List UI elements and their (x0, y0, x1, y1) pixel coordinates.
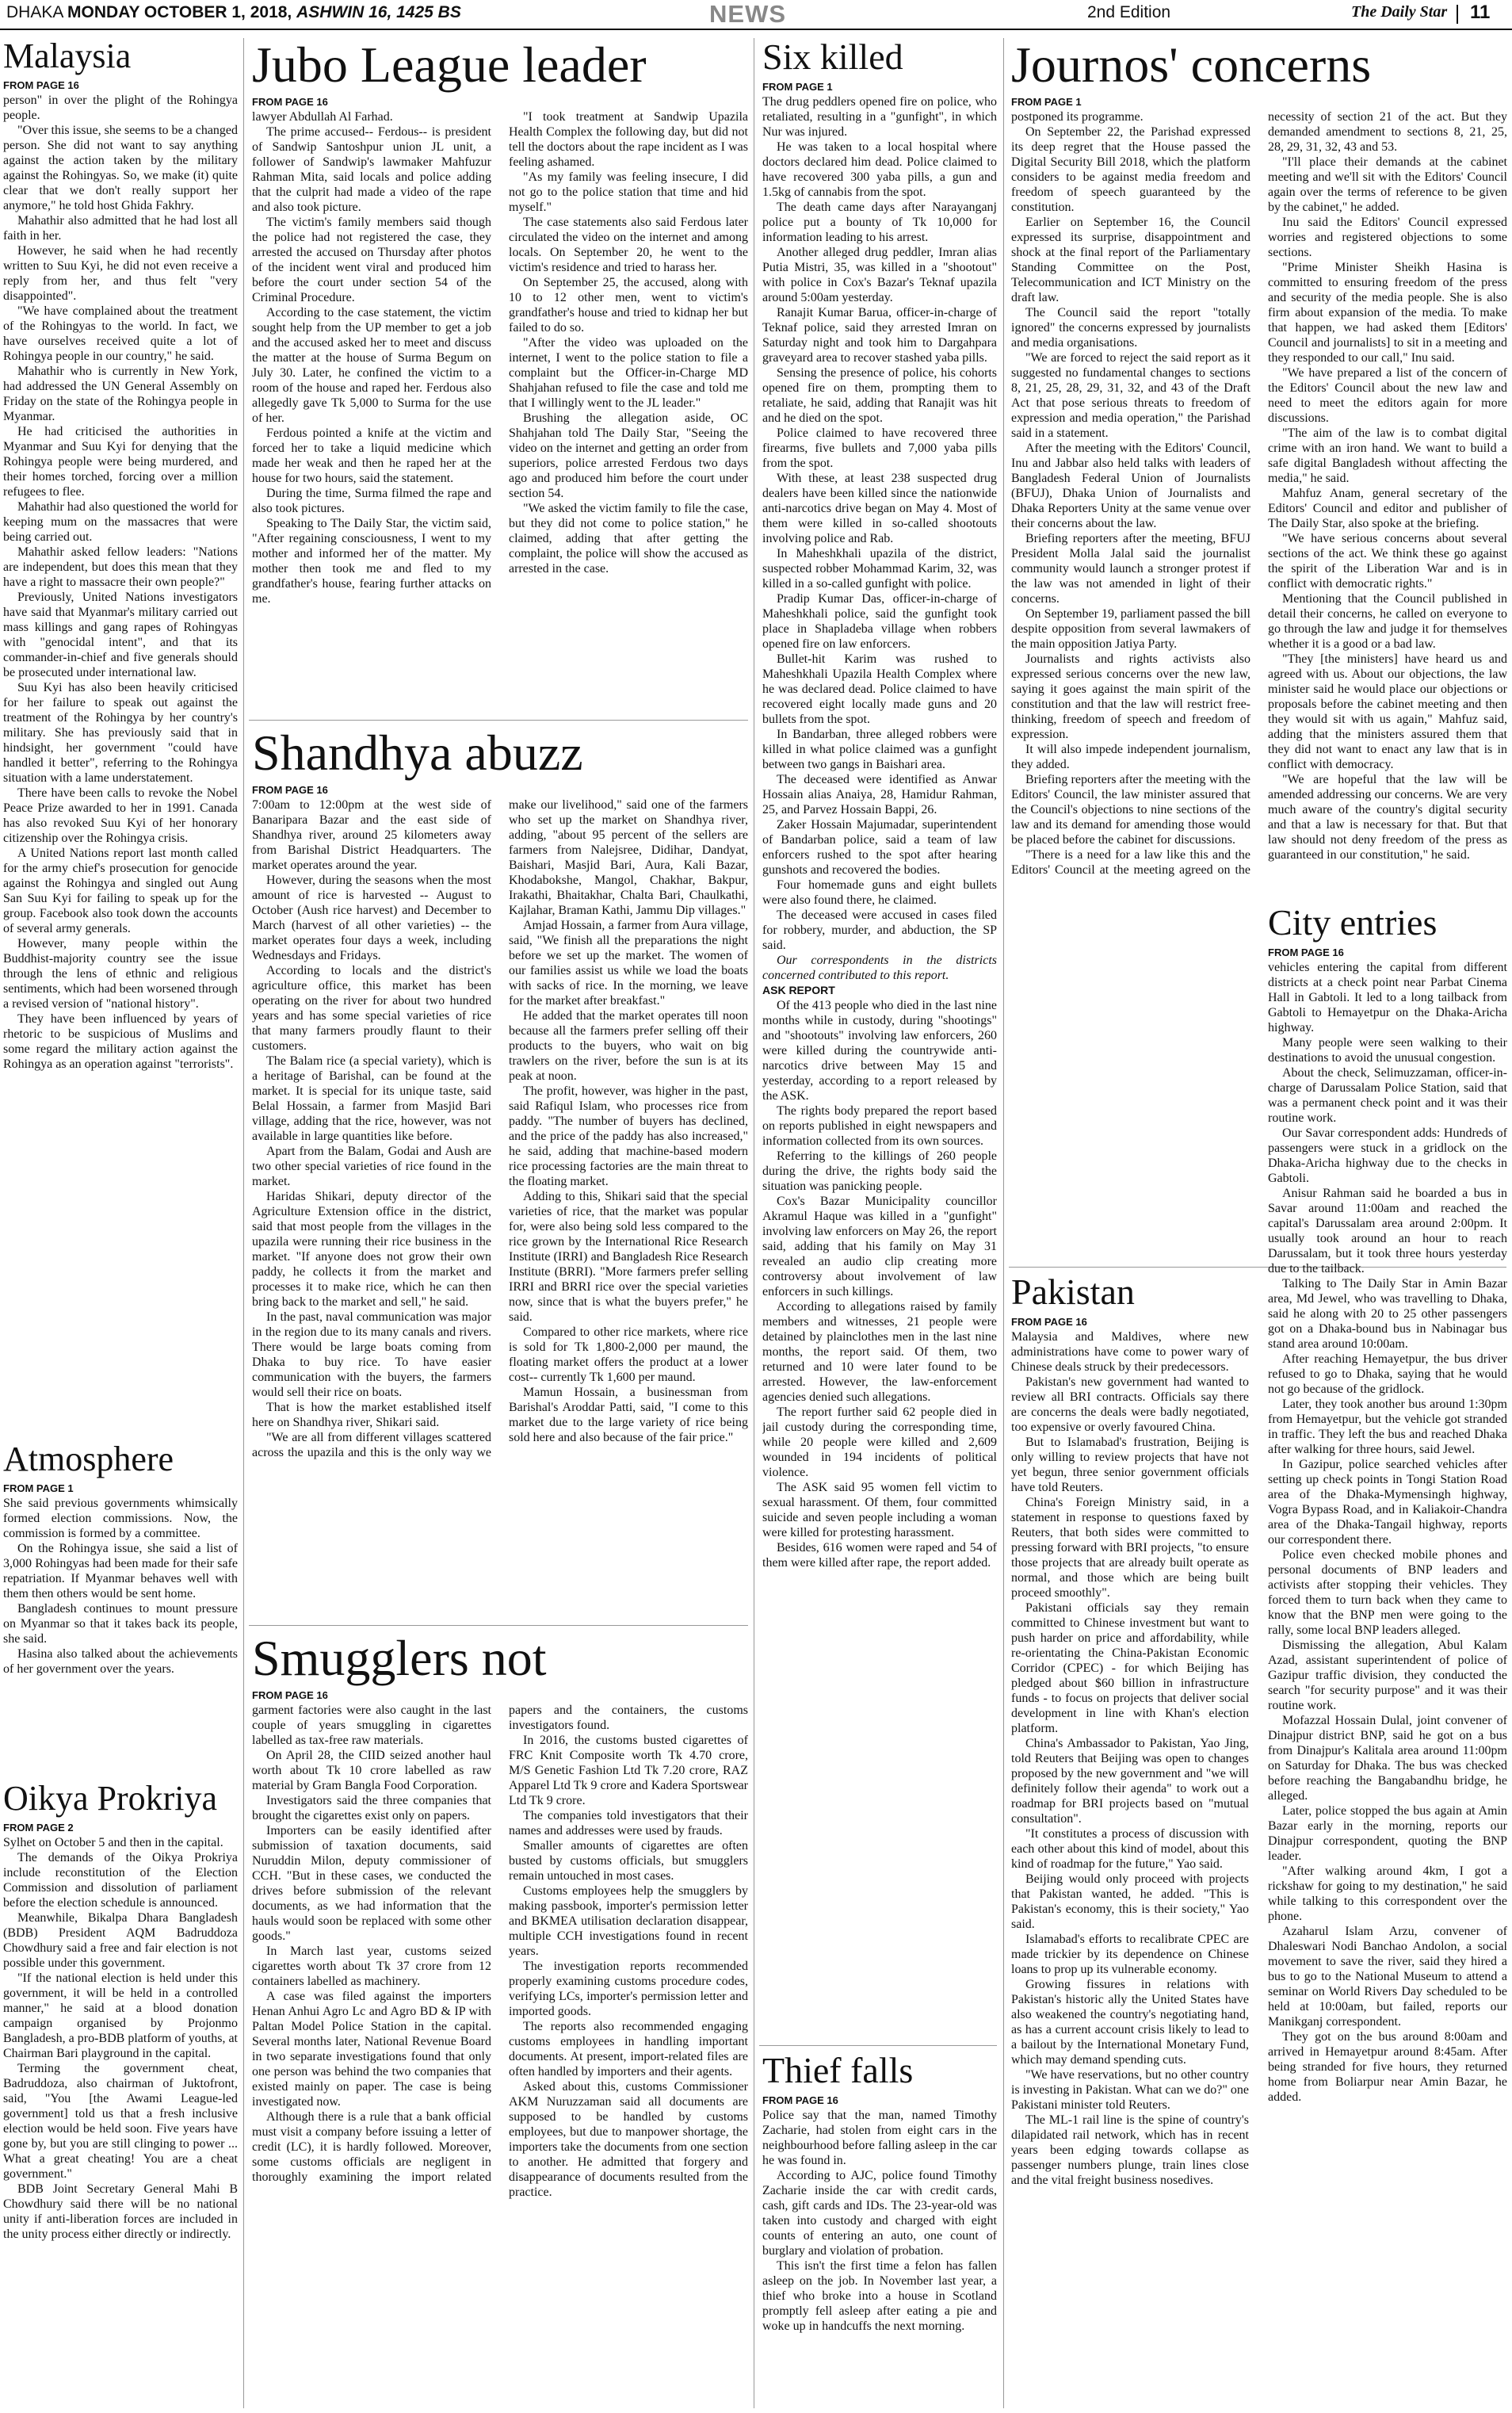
article-body (3, 1835, 238, 2242)
paragraph: But to Islamabad's frustration, Beijing is only willing to review projects that have not yet begun, three senior government officials have told Reuters. (1011, 1436, 1249, 1495)
paragraph: Mahathir who is currently in New York, had addressed the UN General Assembly on Friday on the state of the Rohingya people in Myanmar. (3, 365, 238, 424)
headline: Six killed (762, 38, 903, 77)
paragraph: They got on the bus around 8:00am and arrived in Hemayetpur around 8:45am. After being stranded for five hours, they returned home from Boliarpur near Amin Bazar, he added. (1268, 2030, 1507, 2105)
paragraph: Growing fissures in relations with Pakistan's historic ally the United States have also weakened the country's negotiating hand, as has a current account crisis likely to lead to a bailout by the International Monetary Fund, which may demand spending cuts. (1011, 1978, 1249, 2067)
paragraph: However, he said when he had recently written to Suu Kyi, he did not even receive a reply from her, and thus felt "very disappointed". (3, 244, 238, 304)
paragraph: Later, police stopped the bus again at Amin Bazar early in the morning, reports our Dinajpur correspondent, quoting the BNP leader. (1268, 1804, 1507, 1864)
paragraph: 7:00am to 12:00pm at the west side of Banaripara Bazar and the east side of Shandhya river, around 25 kilometers away from Barishal District Headquarters. The market operates around the year. (252, 798, 491, 873)
dateline (6, 3, 461, 22)
article-body (252, 1703, 748, 2408)
headline: Oikya Prokriya (3, 1780, 218, 1818)
paragraph: This isn't the first time a felon has fallen asleep on the job. In November last year, a thief who broke into a house in Scotland promptly fell asleep after eating a pie and woke up in handcuffs the next morning. (762, 2259, 997, 2334)
article-shandhya-abuzz (252, 726, 748, 1620)
paragraph: The Council said the report "totally ignored" the concerns expressed by journalists and media organisations. (1011, 306, 1250, 350)
paragraph: He had criticised the authorities in Myanmar and Suu Kyi for denying that the Rohingya people were being murdered, and their homes torched, forcing over a million refugees to flee. (3, 425, 238, 499)
paragraph: Haridas Shikari, deputy director of the Agriculture Extension office in the district, said that most people from the villages in the upazila were running their rice business in the market. "If anyone does not grow their own paddy, he collects it from the market and processes it to make rice, which he can then bring back to the market and sell," he said. (252, 1190, 491, 1310)
paragraph: After reaching Hemayetpur, the bus driver refused to go to Dhaka, saying that he would not go because of the gridlock. (1268, 1352, 1507, 1397)
paragraph: Mofazzal Hossain Dulal, joint convener of Dinajpur district BNP, said he got on a bus from Dinajpur's Kalitala area around 11:00pm on Saturday for Dhaka. The bus was checked before reaching the Bangabandhu bridge, he alleged. (1268, 1714, 1507, 1803)
paragraph: lawyer Abdullah Al Farhad. (252, 110, 393, 124)
paragraph: In Gazipur, police searched vehicles after setting up check points in Tongi Station Road area of the Dhaka-Mymensingh highway, Vogra Bypass Road, and in Kaliakoir-Chandra area of the Dhaka-Tangail highway, reports our correspondent there. (1268, 1458, 1507, 1547)
paragraph: Besides, 616 women were raped and 54 of them were killed after rape, the report added. (762, 1541, 997, 1570)
article-jubo-league-leader (252, 38, 748, 715)
paragraph: There have been calls to revoke the Nobel Peace Prize awarded to her in 1991. Canada has also revoked Suu Kyi of her honorary citizenship over the Rohingya crisis. (3, 786, 238, 846)
paragraph: In the past, naval communication was major in the region due to its many canals and rivers. There would be large boats coming from Dhaka to buy rice. To have easier communication with the buyers, the farmers would sell their rice on boats. (252, 1310, 491, 1400)
article-body (1011, 1329, 1249, 2188)
paragraph: "I took treatment at Sandwip Upazila Health Complex the following day, but did not tell the doctors about the rape incident as I was feeling ashamed. (509, 110, 748, 170)
paragraph: "It constitutes a process of discussion with each other about this kind of model, about this kind of roadmap for the future," Yao said. (1011, 1827, 1249, 1872)
page-number: 11 (1470, 2, 1491, 23)
article-oikya-prokriya (3, 1780, 238, 2410)
headline: City entries (1268, 904, 1438, 943)
paragraph: Smaller amounts of cigarettes are often busted by customs officials, but smugglers remain untouched in most cases. (509, 1839, 748, 1883)
paragraph: Police say that the man, named Timothy Zacharie, had stolen from eight cars in the neighbourhood before falling asleep in the car he was found in. (762, 2109, 997, 2168)
paragraph: China's Ambassador to Pakistan, Yao Jing, told Reuters that Beijing was open to changes proposed by the new government and "we will definitely follow their agenda" to work out a roadmap for BRI projects based on "mutual consultation". (1011, 1737, 1249, 1826)
paragraph: "There is a need for a law like this and the Editors' Council at the meeting agreed on the necessity of section 21 of the act. But they demanded amendment to sections 8, 21, 25, 28, 29, 31, 32, 43 and 53. (1011, 110, 1507, 878)
paragraph: Journalists and rights activists also expressed serious concerns over the new law, saying it goes against the main spirit of the constitution and that the law will restrict free-thinking, freedom of speech and freedom of expression. (1011, 652, 1250, 742)
paragraph: The companies told investigators that their names and addresses were used by frauds. (509, 1809, 748, 1838)
article-body (252, 109, 748, 712)
paragraph: Meanwhile, Bikalpa Dhara Bangladesh (BDB) President AQM Badruddoza Chowdhury said a free and fair election is not possible under this government. (3, 1911, 238, 1971)
paragraph: Briefing reporters after the meeting with the Editors' Council, the law minister assured that the Council's objections to nine sections of the law and its demand for amending those would be placed before the cabinet for discussions. (1011, 773, 1250, 847)
paragraph: Mahathir also admitted that he had lost all faith in her. (3, 214, 238, 243)
paragraph: Although there is a rule that a bank official must visit a company before issuing a letter of credit (LC), it is hardly followed. Moreover, some customs officials are negligent in thoroughly examining the import related papers and the containers, the customs investigators found. (252, 1704, 748, 2185)
paragraph: China's Foreign Ministry said, in a statement in response to questions faxed by Reuters, that both sides were committed to pressing forward with BRI projects, "to ensure those projects that are already built operate as normal, and those which are being built proceed smoothly". (1011, 1496, 1249, 1600)
paragraph: Sensing the presence of police, his cohorts opened fire on them, prompting them to retaliate, he said, adding that Ranajit was hit and he died on the spot. (762, 366, 997, 426)
paragraph: "We asked the victim family to file the case, but they did not come to police station," he claimed, adding that after getting the complaint, the police will show the accused as arrested in the case. (509, 502, 748, 576)
paragraph: Suu Kyi has also been heavily criticised for her failure to speak out against the treatment of the Rohingya by her country's military. She has previously said that in hindsight, her government "could have handled it better", referring to the Rohingya situation with a lame understatement. (3, 681, 238, 786)
headline: Journos' concerns (1011, 38, 1372, 93)
headline: Smugglers not (252, 1631, 547, 1686)
paragraph: Earlier on September 16, the Council expressed its surprise, disappointment and shock at the final report of the Parliamentary Standing Committee on the Post, Telecommunication and ICT Ministry on the draft law. (1011, 216, 1250, 305)
jump-line: FROM PAGE 16 (762, 2094, 838, 2107)
paragraph: Malaysia and Maldives, where new administrations have come to power wary of Chinese deals struck by their predecessors. (1011, 1330, 1249, 1375)
paragraph: "We have prepared a list of the concern of the Editors' Council about the new law and need to meet the editors again for more discussions. (1268, 366, 1507, 426)
paragraph: "We are hopeful that the law will be amended addressing our concerns. We are very much aware of the country's digital security and that a law is necessary for that. But that law should not deny freedom of the press as guaranteed in our constitution," he said. (1268, 773, 1507, 862)
article-six-killed (762, 38, 997, 2040)
paragraph: Anisur Rahman said he boarded a bus in Savar around 11:00am and reached the capital's Darussalam area around 2:00pm. It usually took around an hour to reach Darussalam, but it took three hours yesterday due to the tailback. (1268, 1187, 1507, 1276)
article-body (762, 94, 997, 1570)
paragraph: Apart from the Balam, Godai and Aush are two other special varieties of rice found in the market. (252, 1145, 491, 1189)
paragraph: vehicles entering the capital from different districts at a check point near Parbat Cinema Hall in Gabtoli. It led to a long tailback from Gabtoli to Hemayetpur on the Dhaka-Aricha highway. (1268, 961, 1507, 1035)
paragraph: After the meeting with the Editors' Council, Inu and Jabbar also held talks with leaders of Bangladesh Federal Union of Journalists (BFUJ), Dhaka Union of Journalists and Dhaka Reporters Unity at the same venue over their concerns about the law. (1011, 442, 1250, 531)
paragraph: Dismissing the allegation, Abul Kalam Azad, assistant superintendent of police of Gazipur traffic division, they conducted the search "for security purpose" and it was their routine work. (1268, 1639, 1507, 1713)
paragraph: Talking to The Daily Star in Amin Bazar area, Md Jewel, who was travelling to Dhaka, said he along with 20 to 25 other passengers got on a Dhaka-bound bus in Nabinagar bus stand area around 10:00am. (1268, 1277, 1507, 1352)
paragraph: The Balam rice (a special variety), which is a heritage of Barishal, can be found at the market. It is special for its unique taste, said Belal Hossain, a farmer from Masjid Bari village, adding that the rice, however, was not available in large quantities like before. (252, 1054, 491, 1144)
paragraph: On April 28, the CIID seized another haul worth about Tk 10 crore labelled as raw material by Gram Bangla Food Corporation. (252, 1749, 491, 1793)
jump-line: FROM PAGE 1 (762, 81, 833, 94)
paragraph: About the check, Selimuzzaman, officer-in-charge of Darussalam Police Station, said that was a permanent check point and it was their routine work. (1268, 1066, 1507, 1126)
paragraph: According to locals and the district's agriculture office, this market has been operating on the river for about two hundred years and has some special varieties of rice that many farmers proudly flaunt to their customers. (252, 964, 491, 1054)
paragraph: Mahathir had also questioned the world for keeping mum on the massacres that were being carried out. (3, 500, 238, 545)
paragraph: It will also impede independent journalism, they added. (1011, 743, 1250, 772)
paragraph: garment factories were also caught in the last couple of years smuggling in cigarettes labelled as tax-free raw materials. (252, 1704, 491, 1748)
paragraph: In Maheshkhali upazila of the district, suspected robber Mohammad Karim, 32, was killed in a so-called gunfight with police. (762, 547, 997, 591)
jump-line: FROM PAGE 16 (252, 1689, 328, 1702)
page-header (0, 0, 1512, 30)
paragraph: Beijing would only proceed with projects that Pakistan wanted, he added. "This is Pakistan's economy, this is their society," Yao said. (1011, 1872, 1249, 1932)
jump-line: FROM PAGE 2 (3, 1822, 74, 1834)
paragraph: "After the video was uploaded on the internet, I went to the police station to file a complaint but the Officer-in-Charge MD Shahjahan refused to file the case and told me that I willingly went to the JL leader." (509, 336, 748, 411)
paragraph: Pakistan's new government had wanted to review all BRI contracts. Officials say there are concerns the deals were badly negotiated, too expensive or overly favoured China. (1011, 1375, 1249, 1435)
paragraph: She said previous governments whimsically formed election commissions. Now, the commission is formed by a committee. (3, 1497, 238, 1541)
headline: Jubo League leader (252, 38, 647, 93)
paragraph: BDB Joint Secretary General Mahi B Chowdhury said there will be no national unity if anti-liberation forces are included in the unity process either directly or indirectly. (3, 2182, 238, 2242)
paragraph: Of the 413 people who died in the last nine months while in custody, during "shootings" and "shootouts" involving law enforcers, 260 were killed during the countrywide anti-narcotics drive between May 15 and yesterday, according to a report released by the ASK. (762, 999, 997, 1103)
section-rule (759, 2045, 997, 2046)
paragraph: In Bandarban, three alleged robbers were killed in what police claimed was a gunfight between two gangs in Baishari area. (762, 728, 997, 772)
paragraph: In March last year, customs seized cigarettes worth about Tk 37 crore from 12 containers labelled as machinery. (252, 1945, 491, 1989)
paragraph: The investigation reports recommended properly examining customs procedure codes, verifying LCs, importer's permission letter and imported goods. (509, 1960, 748, 2019)
paragraph: Investigators said the three companies that brought the cigarettes exist only on papers. (252, 1794, 491, 1823)
paragraph: On the Rohingya issue, she said a list of 3,000 Rohingyas had been made for their safe repatriation. If Myanmar behaves well with them then others would be sent home. (3, 1542, 238, 1601)
article-thief-falls (762, 2052, 997, 2410)
paragraph: On September 22, the Parishad expressed its deep regret that the House passed the Digital Security Bill 2018, which the platform considers to be against media freedom and freedom of speech guaranteed by the constitution. (1011, 125, 1250, 215)
paragraph: That is how the market established itself here on Shandhya river, Shikari said. (252, 1401, 491, 1430)
paragraph: "We have complained about the treatment of the Rohingyas to the world. In fact, we have ourselves received quite a lot of Rohingya people in our country," he said. (3, 304, 238, 364)
paragraph: The demands of the Oikya Prokriya include reconstitution of the Election Commission and dissolution of parliament before the election schedule is announced. (3, 1851, 238, 1910)
paragraph: Ranajit Kumar Barua, officer-in-charge of Teknaf police, said they arrested Imran on Saturday night and took him to Dargahpara graveyard area to recover stashed yaba pills. (762, 306, 997, 365)
paragraph: "I'll place their demands at the cabinet meeting and we'll sit with the Editors' Council again over the terms of reference to be given by the cabinet," he added. (1268, 155, 1507, 215)
section-name: NEWS (709, 0, 786, 28)
paragraph: Ferdous pointed a knife at the victim and forced her to take a liquid medicine which made her weak and then he raped her at the house for two hours, said the statement. (252, 426, 491, 486)
column-rule (1003, 38, 1004, 2408)
paragraph: However, during the seasons when the most amount of rice is harvested -- August to October (Aush rice harvest) and December to March (harvest of all other varieties) -- the market operates four days a week, including Wednesdays and Fridays. (252, 874, 491, 963)
paragraph: The prime accused-- Ferdous-- is president of Sandwip Santoshpur union JL unit, a follower of Sandwip's lawmaker Mahfuzur Rahman Mita, said locals and police adding that the culprit had made a video of the rape and also took picture. (252, 125, 491, 215)
paragraph: The report further said 62 people died in jail custody during the corresponding time, while 20 people were killed and 2,609 wounded in 194 incidents of political violence. (762, 1405, 997, 1480)
paragraph: Police even checked mobile phones and personal documents of BNP leaders and activists after stopping their vehicles. They forced them to turn back when they came to know that the BNP men were going to the rally, some local BNP leaders alleged. (1268, 1548, 1507, 1638)
paragraph: "After walking around 4km, I got a rickshaw for going to my destination," he said while talking to this correspondent over the phone. (1268, 1864, 1507, 1924)
article-malaysia (3, 38, 238, 1433)
paragraph: According to AJC, police found Timothy Zacharie inside the car with credit cards, cash, gift cards and IDs. The 23-year-old was taken into custody and charged with eight counts of entering an auto, one count of burglary and violation of probation. (762, 2169, 997, 2258)
paragraph: "We have serious concerns about several sections of the act. We think these go against the spirit of the Liberation War and is in conflict with democratic rights." (1268, 532, 1507, 591)
article-pakistan (1011, 1273, 1249, 2410)
paragraph: Previously, United Nations investigators have said that Myanmar's military carried out mass killings and gang rapes of Rohingyas with "genocidal intent", and that its commander-in-chief and five generals should be prosecuted under international law. (3, 591, 238, 680)
paragraph: However, many people within the Buddhist-majority country see the issue through the lens of ethnic and religious sentiments, which had been worsened through a revised version of "national history". (3, 937, 238, 1011)
edition: 2nd Edition (1087, 3, 1171, 21)
paragraph: The ASK said 95 women fell victim to sexual harassment. Of them, four committed suicide and seven people including a woman were killed for protesting harassment. (762, 1481, 997, 1540)
paragraph: Briefing reporters after the meeting, BFUJ President Molla Jalal said the journalist community would launch a stronger protest if the law was not amended in light of their concerns. (1011, 532, 1250, 606)
paragraph: Mamun Hossain, a businessman from Barishal's Aroddar Patti, said, "I come to this market due to the large variety of rice being sold here and also because of the fair price." (509, 1386, 748, 1445)
column-rule (243, 38, 244, 2408)
paragraph: Zaker Hossain Majumadar, superintendent of Bandarban police, said a team of law enforcers rushed to the spot after hearing gunshots and recovered the bodies. (762, 818, 997, 878)
paragraph: "The aim of the law is to combat digital crime with an iron hand. We want to build a safe digital Bangladesh without affecting the media," he said. (1268, 426, 1507, 486)
paragraph: The case statements also said Ferdous later circulated the video on the internet and among locals. On September 20, he went to the victim's residence and tried to harass her. (509, 216, 748, 275)
headline: Malaysia (3, 38, 132, 75)
paragraph: Many people were seen walking to their destinations to avoid the unusual congestion. (1268, 1036, 1507, 1065)
paragraph: The victim's family members said though the police had not registered the case, they arrested the accused on Thursday after photos of the incident went viral and produced him before the court under section 54 of the Criminal Procedure. (252, 216, 491, 305)
paragraph: According to allegations raised by family members and witnesses, 21 people were detained by plainclothes men in the last nine months, the report said. Of them, two returned and 10 were later found to be arrested. However, the law-enforcement agencies denied such allegations. (762, 1300, 997, 1405)
paragraph: With these, at least 238 suspected drug dealers have been killed since the nationwide anti-narcotics drive began on May 4. Most of them were killed in so-called shootouts involving police and Rab. (762, 472, 997, 546)
paragraph: "We are all from different villages scattered across the upazila and this is the only way we make our livelihood," said one of the farmers who set up the market on Shandhya river, adding, "about 95 percent of the sellers are farmers from Nalejsree, Didihar, Dandyat, Baishari, Masjid Bari, Aura, Kali Bazar, Khodabokshe, Mangol, Chakhar, Bakpur, Irakathi, Bhaitakhar, Chalta Bari, Chaulkathi, Kajlahar, Braman Kathi, Jammu Dip villages." (252, 798, 748, 1460)
contributor-credit: Our correspondents in the districts concerned contributed to this report. (762, 954, 997, 983)
paragraph: Bullet-hit Karim was rushed to Maheshkhali Upazila Health Complex where he was declared dead. Police claimed to have recovered eight locally made guns and 20 bullets from the spot. (762, 652, 997, 727)
article-body (3, 1496, 238, 1677)
jump-line: FROM PAGE 16 (252, 96, 328, 109)
paragraph: Mentioning that the Council published in detail their concerns, he called on everyone to go through the law and judge it for themselves whether it is a good or a bad law. (1268, 592, 1507, 652)
paragraph: Importers can be easily identified after submission of taxation documents, said Nuruddin Milon, deputy commissioner of CCH. "But in these cases, we conducted the drives before submission of the relevant documents, as we had information that the hauls would soon be replaced with some other goods." (252, 1824, 491, 1944)
paragraph: Hasina also talked about the achievements of her government over the years. (3, 1647, 238, 1677)
paragraph: On September 25, the accused, along with 10 to 12 other men, went to victim's grandfather's house and tried to kidnap her but failed to do so. (509, 276, 748, 335)
paragraph: "Over this issue, she seems to be a changed person. She did not want to say anything against the action taken by the military against the Rohingyas. So, we make (it) quite clear that we don't really support her anymore," he told host Ghida Fakhry. (3, 124, 238, 213)
paragraph: The drug peddlers opened fire on police, who retaliated, resulting in a "gunfight", in which Nur was injured. (762, 95, 997, 140)
paragraph: person" in over the plight of the Rohingya people. (3, 94, 238, 123)
paragraph: Amjad Hossain, a farmer from Aura village, said, "We finish all the preparations the night before we set up the market. The women of our families assist us while we load the boats with sacks of rice. In the morning, we leave for the market after breakfast." (509, 919, 748, 1008)
article-body (3, 93, 238, 1072)
paragraph: Police claimed to have recovered three firearms, five bullets and 7,000 yaba pills from the spot. (762, 426, 997, 471)
headline: Thief falls (762, 2052, 914, 2090)
paragraph: The deceased were accused in cases filed for robbery, murder, and abduction, the SP said. (762, 908, 997, 953)
date: MONDAY OCTOBER 1, 2018, (67, 3, 292, 21)
paragraph: They have been influenced by years of rhetoric to be suspicious of Muslims and some regard the military action against the Rohingya as an operation against "terrorists". (3, 1012, 238, 1072)
paragraph: "We are forced to reject the said report as it suggested no fundamental changes to sections 8, 21, 25, 28, 29, 31, 32, and 43 of the Draft Act that pose serious threats to freedom of expression and media operation," the Parishad said in a statement. (1011, 351, 1250, 441)
paragraph: In 2016, the customs busted cigarettes of FRC Knit Composite worth Tk 4.70 crore, M/S Genetic Fashion Ltd Tk 7.20 crore, RAZ Apparel Ltd Tk 9 crore and Kadera Sportswear Ltd Tk 9 crore. (509, 1734, 748, 1808)
paragraph: On September 19, parliament passed the bill despite opposition from several lawmakers of the main opposition Jatiya Party. (1011, 607, 1250, 652)
paragraph: Adding to this, Shikari said that the special varieties of rice, that the market was popular for, were also being sold less compared to the rice grown by the International Rice Research Institute (IRRI) and Bangladesh Rice Research Institute (BRRI). "More farmers prefer selling IRRI and BRRI rice over the special varieties now, since that is what the buyers prefer," he said. (509, 1190, 748, 1325)
paragraph: Mahathir asked fellow leaders: "Nations are independent, but does this mean that they have a right to massacre their own people?" (3, 545, 238, 590)
paragraph: Pakistani officials say they remain committed to Chinese investment but want to push harder on price and affordability, while re-orientating the China-Pakistan Economic Corridor (CPEC) - for which Beijing has pledged about $60 billion in infrastructure funds - to focus on projects that deliver social development in line with Khan's election platform. (1011, 1601, 1249, 1736)
city: DHAKA (6, 3, 63, 21)
section-rule (249, 720, 748, 721)
paragraph: Our Savar correspondent adds: Hundreds of passengers were stuck in a gridlock on the Dhaka-Aricha highway due to the checks in Gabtoli. (1268, 1126, 1507, 1186)
jump-line: FROM PAGE 16 (3, 79, 79, 92)
paragraph: Asked about this, customs Commissioner AKM Nuruzzaman said all documents are supposed to be handled by customs employees, but due to manpower shortage, the importers take the documents from one section to another. He admitted that forgery and disappearance of documents resulted from the practice. (509, 2080, 748, 2200)
paragraph: Pradip Kumar Das, officer-in-charge of Maheshkhali police, said the gunfight took place in Shapladeba village when robbers opened fire on law enforcers. (762, 592, 997, 652)
paragraph: Four homemade guns and eight bullets were also found there, he claimed. (762, 878, 997, 908)
paragraph: "Prime Minister Sheikh Hasina is committed to ensuring freedom of the press and security of the media people. She is also firm about expansion of the media. To make that happen, we had asked them [Editors' Council and journalists] to sit in a meeting and they responded to our call," Inu said. (1268, 261, 1507, 365)
paragraph: He was taken to a local hospital where doctors declared him dead. Police claimed to have recovered 300 yaba pills, a gun and 1.5kg of cannabis from the spot. (762, 140, 997, 200)
article-body (252, 797, 748, 1619)
paragraph: Compared to other rice markets, where rice is sold for Tk 1,800-2,000 per maund, the floating market offers the product at a lower cost-- currently Tk 1,600 per maund. (509, 1325, 748, 1385)
paragraph: Inu said the Editors' Council expressed worries and registered objections to some sections. (1268, 216, 1507, 260)
paragraph: Cox's Bazar Municipality councillor Akramul Haque was killed in a "gunfight" involving law enforcers on May 26, the report said, adding that his family on May 31 revealed an audio clip creating more controversy about involvement of law enforcers in such killings. (762, 1195, 997, 1299)
headline: Atmosphere (3, 1441, 174, 1478)
jump-line: FROM PAGE 16 (1011, 1316, 1087, 1329)
article-body (762, 2108, 997, 2334)
headline: Shandhya abuzz (252, 726, 583, 781)
paragraph: Bangladesh continues to mount pressure on Myanmar so that it takes back its people, she said. (3, 1602, 238, 1646)
paragraph: The deceased were identified as Anwar Hossain alias Anaiya, 28, Hamidur Rahman, 25, and Parvez Hossain Bappi, 26. (762, 773, 997, 817)
paragraph: Terming the government cheat, Badruddoza, also chairman of Juktofront, said, "You [the Awami League-led government] told us that a fresh inclusive election would be held soon. Five years have gone by, but you are still clinging to power ... What a great cheating! You are a cheat government." (3, 2062, 238, 2182)
paragraph: "As my family was feeling insecure, I did not go to the police station that time and hid myself." (509, 170, 748, 215)
section-rule (249, 1625, 748, 1626)
paragraph: Islamabad's efforts to recalibrate CPEC are made trickier by its dependence on Chinese loans to prop up its vulnerable economy. (1011, 1933, 1249, 1977)
header-separator (1457, 5, 1458, 24)
paragraph: The profit, however, was higher in the past, said Rafiqul Islam, who processes rice from paddy. "The number of buyers has declined, and the price of the paddy has also increased," he said, adding that machine-based modern rice processing factories are the main threat to the floating market. (509, 1084, 748, 1189)
paragraph: Referring to the killings of 260 people during the drive, the rights body said the situation was panicking people. (762, 1149, 997, 1194)
paragraph: He added that the market operates till noon because all the farmers prefer selling off their products to the buyers, who wait on big trawlers on the river, before the sun is at its peak at noon. (509, 1009, 748, 1084)
paragraph: The death came days after Narayanganj police put a bounty of Tk 10,000 for information leading to his arrest. (762, 201, 997, 245)
paragraph: postponed its programme. (1011, 110, 1144, 124)
paragraph: "We have reservations, but no other country is investing in Pakistan. What can we do?" one Pakistani minister told Reuters. (1011, 2068, 1249, 2113)
paragraph: According to the case statement, the victim sought help from the UP member to get a job and the accused asked her to meet and discuss the matter at the house of Surma Begum on July 30. Later, he confined the victim to a room of the house and raped her. Ferdous also allegedly gave Tk 5,000 to Surma for the use of her. (252, 306, 491, 426)
article-city-entries (1268, 904, 1507, 2410)
paragraph: A United Nations report last month called for the army chief's prosecution for genocide against the Rohingya and singled out Aung San Suu Kyi for failing to speak up for the group. Facebook also took down the accounts of several army generals. (3, 847, 238, 936)
paragraph: Another alleged drug peddler, Imran alias Putia Mistri, 35, was killed in a "shootout" with police in Cox's Bazar's Teknaf upazila around 5:00am yesterday. (762, 246, 997, 305)
subhead: ASK REPORT (762, 984, 835, 997)
paragraph: A case was filed against the importers Henan Anhui Agro Lc and Agro BD & IP with Paltan Model Police Station in the capital. Several months later, National Revenue Board in two separate investigations found that only one person was behind the two companies that existed mainly on paper. The case is being investigated now. (252, 1990, 491, 2109)
paragraph: The rights body prepared the report based on reports published in eight newspapers and information collected from its own sources. (762, 1104, 997, 1149)
jump-line: FROM PAGE 16 (1268, 946, 1344, 959)
paragraph: The ML-1 rail line is the spine of country's dilapidated rail network, which has in recent years been edging towards collapse as passenger numbers plunge, train lines close and the vital freight business nosedives. (1011, 2113, 1249, 2188)
paragraph: "If the national election is held under this government, it will be held in a controlled manner," he said at a blood donation campaign organised by Projonmo Bangladesh, a pro-BDB platform of youths, at Chairman Bari playground in the capital. (3, 1971, 238, 2061)
bangla-date: ASHWIN 16, 1425 BS (296, 3, 461, 21)
paragraph: Speaking to The Daily Star, the victim said, "After regaining consciousness, I went to my mother and informed her of the matter. My mother then took me and fled to my grandfather's house, fearing further attacks on me. (252, 517, 491, 606)
paragraph: Azaharul Islam Arzu, convener of Dhaleswari Nodi Banchao Andolon, a social movement to save the river, said they hired a bus to go to the National Museum to attend a seminar on World Rivers Day scheduled to be held at 10:00am, but failed, reports our Manikganj correspondent. (1268, 1925, 1507, 2029)
article-body (1268, 960, 1507, 2105)
paragraph: Brushing the allegation aside, OC Shahjahan told The Daily Star, "Seeing the video on the internet and getting an order from superiors, police arrested Ferdous two days ago and produced him before the court under section 54. (509, 411, 748, 501)
jump-line: FROM PAGE 16 (252, 784, 328, 797)
masthead-logo: The Daily Star (1351, 3, 1448, 21)
paragraph: The reports also recommended engaging customs employees in handling important documents. At present, import-related files are often handled by importers and their agents. (509, 2020, 748, 2079)
paragraph: Mahfuz Anam, general secretary of the Editors' Council and editor and publisher of The Daily Star, also spoke at the briefing. (1268, 487, 1507, 531)
article-atmosphere (3, 1441, 238, 1774)
article-smugglers-not (252, 1631, 748, 2410)
paragraph: During the time, Surma filmed the rape and also took pictures. (252, 487, 491, 516)
headline: Pakistan (1011, 1273, 1135, 1312)
paragraph: Later, they took another bus around 1:30pm from Hemayetpur, but the vehicle got stranded in traffic. They left the bus and reached Dhaka after walking for three hours, said Jewel. (1268, 1398, 1507, 1457)
paragraph: "They [the ministers] have heard us and agreed with us. About our objections, the law minister said he would place our objections or proposals before the cabinet meeting and then they would sit with us again," Mahfuz said, adding that the ministers assured them that they did not want to enact any law that is in conflict with democracy. (1268, 652, 1507, 772)
jump-line: FROM PAGE 1 (1011, 96, 1082, 109)
paragraph: Sylhet on October 5 and then in the capital. (3, 1836, 223, 1850)
paragraph: Customs employees help the smugglers by making passbook, importer's permission letter and BKMEA utilisation declaration disappear, multiple CCH investigations found in recent years. (509, 1884, 748, 1959)
jump-line: FROM PAGE 1 (3, 1482, 74, 1495)
